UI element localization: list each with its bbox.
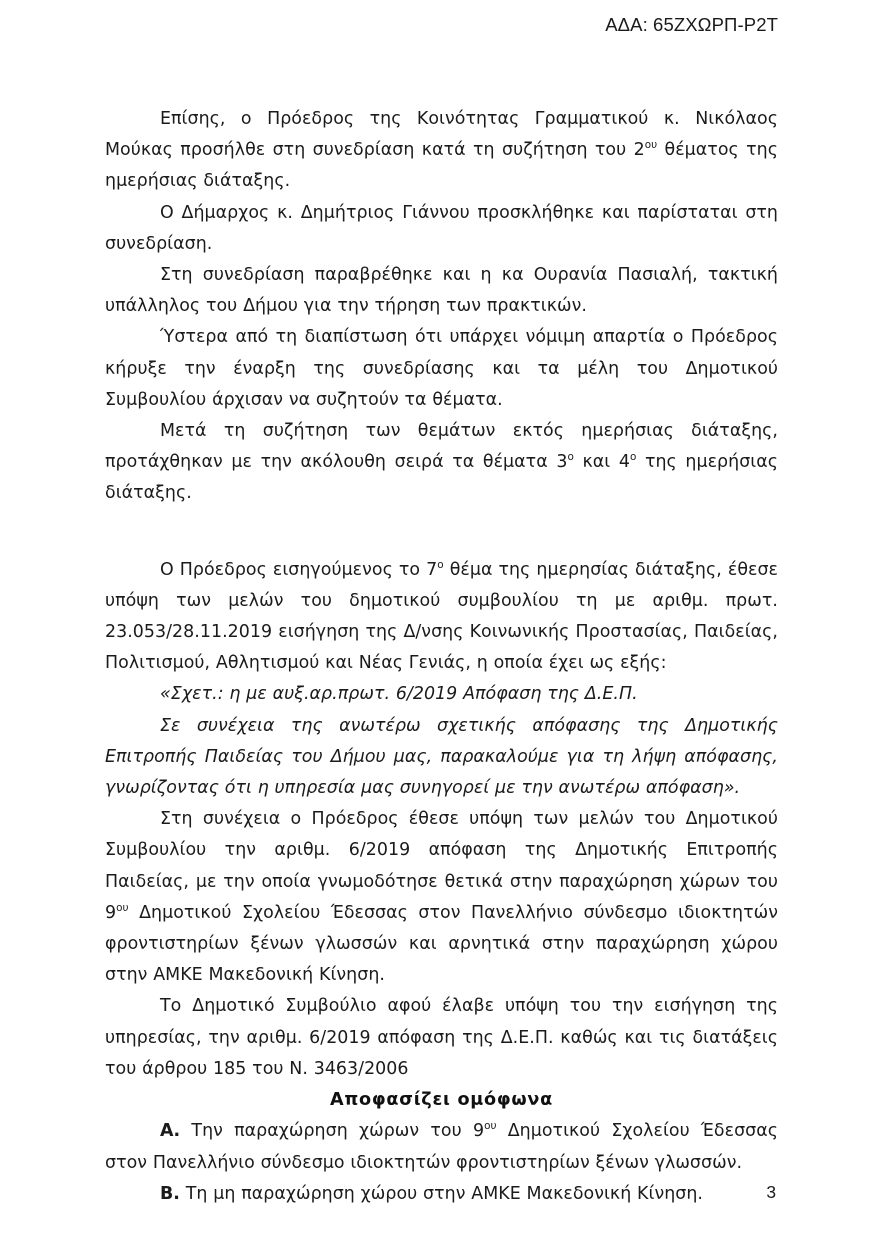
paragraph-quote-reference: «Σχετ.: η με αυξ.αρ.πρωτ. 6/2019 Απόφαση της Δ.Ε.Π. [160, 684, 638, 705]
ada-stamp-header: ΑΔΑ: 65ΖΧΩΡΠ-Ρ2Τ [605, 14, 778, 35]
paragraph-dep-decision [105, 804, 778, 991]
decision-item-marker: Α. [160, 1121, 181, 1142]
paragraph-text-segment: θέμα της ημερησίας διάταξης, έθεσε υπόψη των μελών του δημοτικού συμβουλίου τη με αριθμ. πρωτ. 23.053/28.11.2019 εισήγηση της Δ/νσης Κοινωνικής Προστασίας, Παιδείας, Πολιτισμού, Αθλητισμού και Νέας Γενιάς, η οποία έχει ως εξής: [105, 559, 778, 674]
paragraph-spacer [105, 510, 778, 541]
paragraph-text-segment: Δημοτικού Σχολείου Έδεσσας στον Πανελλήνιο σύνδεσμο ιδιοκτητών φροντιστηρίων ξένων γλωσσών και αρνητικά στην παραχώρηση χώρου στην ΑΜΚΕ Μακεδονική Κίνηση. [105, 902, 778, 986]
ordinal-superscript: ου [116, 902, 129, 915]
paragraph-text-segment: Στη συνέχεια ο Πρόεδρος έθεσε υπόψη των μελών του Δημοτικού Συμβουλίου την αριθμ. 6/2019 απόφαση της Δημοτικής Επιτροπής Παιδείας, με την οποία γνωμοδότησε θετικά στην παραχώρηση χώρων του 9 [105, 809, 778, 923]
paragraph-president-community [105, 104, 778, 198]
ordinal-superscript: ο [567, 451, 574, 464]
paragraph-text-segment: και 4 [573, 452, 630, 473]
ordinal-superscript: ου [644, 139, 658, 152]
paragraph-spacer [105, 541, 778, 555]
paragraph-secretary: Στη συνεδρίαση παραβρέθηκε και η κα Ουρανία Πασιαλή, τακτική υπάλληλος του Δήμου για την τήρηση των πρακτικών. [105, 265, 778, 317]
paragraph-quorum: Ύστερα από τη διαπίστωση ότι υπάρχει νόμιμη απαρτία ο Πρόεδρος κήρυξε την έναρξη της συνεδρίασης και τα μέλη του Δημοτικού Συμβουλίου άρχισαν να συζητούν τα θέματα. [105, 327, 778, 410]
paragraph-text-segment: Την παραχώρηση χώρων του 9 [180, 1121, 485, 1142]
paragraph-text-segment: Τη μη παραχώρηση χώρου στην ΑΜΚΕ Μακεδονική Κίνηση. [179, 1183, 704, 1204]
ordinal-superscript: ο [437, 558, 444, 571]
ordinal-superscript: ο [629, 451, 637, 464]
paragraph-agenda-order [105, 416, 778, 510]
paragraph-text-segment: Μετά τη συζήτηση των θεμάτων εκτός ημερήσιας διάταξης, προτάχθηκαν με την ακόλουθη σειρά τα θέματα 3 [105, 421, 778, 473]
decision-item-marker: Β. [160, 1183, 180, 1204]
paragraph-text-segment: Ο Πρόεδρος εισηγούμενος το 7 [160, 559, 438, 580]
paragraph-seventh-topic [105, 555, 778, 680]
paragraph-text-segment: της ημερήσιας διάταξης. [105, 452, 778, 504]
paragraph-mayor: Ο Δήμαρχος κ. Δημήτριος Γιάννου προσκλήθηκε και παρίσταται στη συνεδρίαση. [105, 202, 778, 254]
paragraph-council-considered: Το Δημοτικό Συμβούλιο αφού έλαβε υπόψη του την εισήγηση της υπηρεσίας, την αριθμ. 6/2019 απόφαση της Δ.Ε.Π. καθώς και τις διατάξεις του άρθρου 185 του Ν. 3463/2006 [105, 996, 778, 1079]
decision-heading: Αποφασίζει ομόφωνα [330, 1090, 553, 1111]
paragraph-quote-body: Σε συνέχεια της ανωτέρω σχετικής απόφασης της Δημοτικής Επιτροπής Παιδείας του Δήμου μας, παρακαλούμε για τη λήψη απόφασης, γνωρίζοντας ότι η υπηρεσία μας συνηγορεί με την ανωτέρω απόφαση». [105, 715, 778, 799]
paragraph-text-segment: Επίσης, ο Πρόεδρος της Κοινότητας Γραμματικού κ. Νικόλαος Μούκας προσήλθε στη συνεδρίαση κατά τη συζήτηση του 2 [105, 109, 778, 161]
paragraph-text-segment: Δημοτικού Σχολείου Έδεσσας στον Πανελλήνιο σύνδεσμο ιδιοκτητών φροντιστηρίων ξένων γλωσσών. [105, 1121, 778, 1173]
decision-item-a [105, 1116, 778, 1178]
page-number: 3 [766, 1182, 776, 1202]
paragraph-text-segment: θέματος της ημερήσιας διάταξης. [105, 140, 779, 192]
ordinal-superscript: ου [484, 1120, 497, 1133]
document-body [105, 104, 778, 1210]
